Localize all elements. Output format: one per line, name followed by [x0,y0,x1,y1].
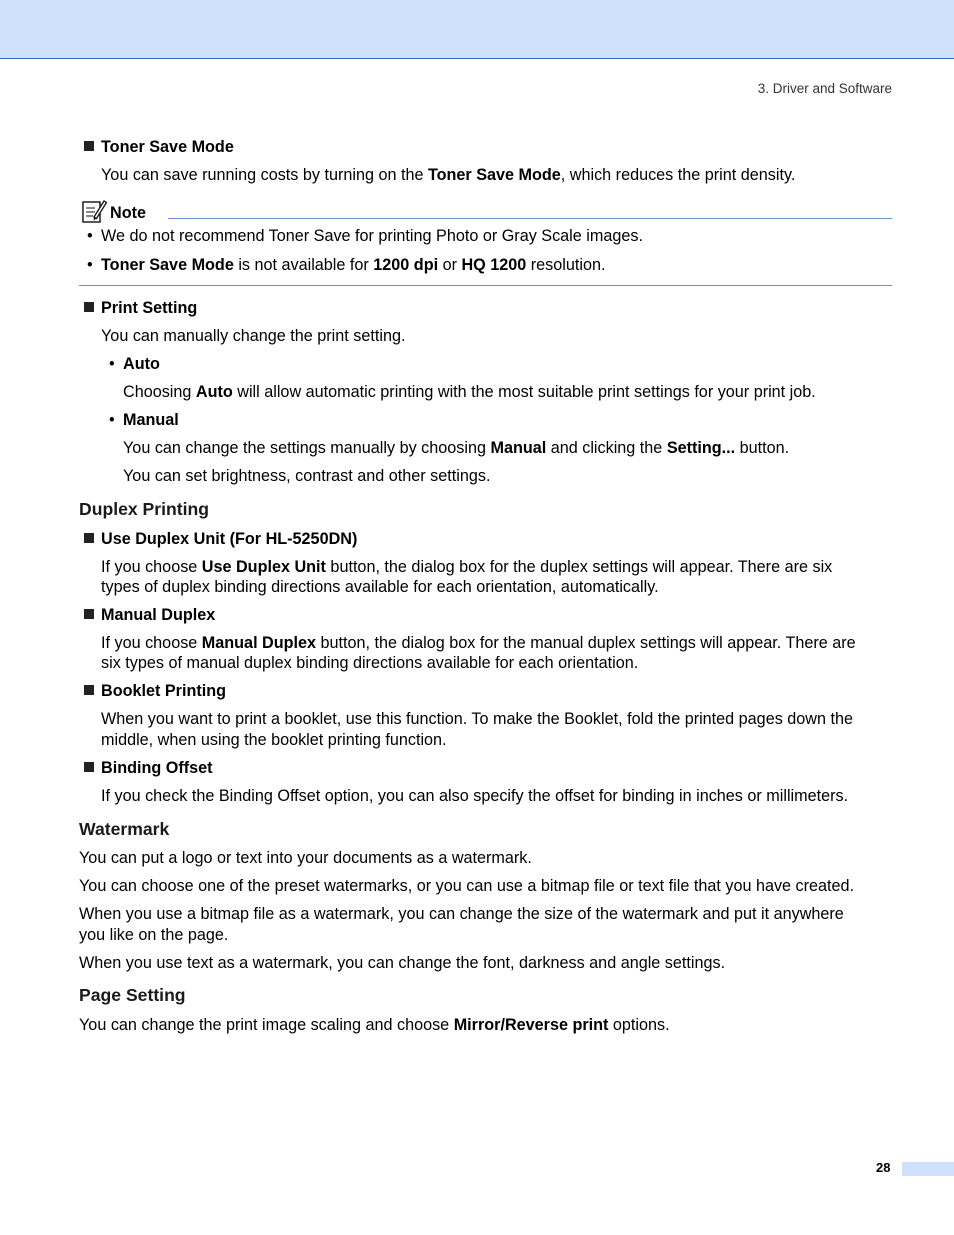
print-setting-intro: You can manually change the print setting. [101,327,406,345]
running-head: 3. Driver and Software [757,81,892,96]
page-number: 28 [876,1160,891,1175]
note-pencil-icon [81,198,107,224]
watermark-p3-line-2: you like on the page. [79,926,229,944]
print-setting-heading: Print Setting [84,298,197,319]
square-bullet-icon [84,762,94,772]
note-item-1: • We do not recommend Toner Save for printing Photo or Gray Scale images. [87,227,643,245]
manual-duplex-line-1: If you choose Manual Duplex button, the dialog box for the manual duplex settings will appear. There are [101,634,856,652]
watermark-p3-line-1: When you use a bitmap file as a watermark, you can change the size of the watermark and put it anywhere [79,905,844,923]
binding-offset-line-1: If you check the Binding Offset option, you can also specify the offset for binding in inches or millimeters. [101,787,849,805]
auto-description: Choosing Auto will allow automatic printing with the most suitable print settings for your print job. [123,383,816,401]
note-top-rule [168,218,892,219]
binding-offset-heading: Binding Offset [84,758,213,779]
square-bullet-icon [84,533,94,543]
use-duplex-unit-line-2: types of duplex binding directions available for each orientation, automatically. [101,578,659,596]
duplex-printing-heading: Duplex Printing [79,499,210,519]
page-setting-heading: Page Setting [79,985,186,1005]
use-duplex-unit-line-1: If you choose Use Duplex Unit button, the dialog box for the duplex settings will appear. There are six [101,558,833,576]
square-bullet-icon [84,609,94,619]
top-header-band [0,0,954,59]
square-bullet-icon [84,302,94,312]
footer-band [902,1162,954,1176]
note-bottom-rule [79,285,892,286]
booklet-line-2: middle, when using the booklet printing function. [101,731,447,749]
square-bullet-icon [84,685,94,695]
manual-duplex-line-2: six types of manual duplex binding directions available for each orientation. [101,654,639,672]
auto-label: • Auto [109,355,160,373]
page-setting-p1: You can change the print image scaling and choose Mirror/Reverse print options. [79,1016,670,1034]
manual-label: • Manual [109,411,179,429]
manual-description: You can change the settings manually by choosing Manual and clicking the Setting... button. [123,439,790,457]
watermark-p2: You can choose one of the preset watermarks, or you can use a bitmap file or text file that you have created. [79,877,855,895]
use-duplex-unit-heading: Use Duplex Unit (For HL-5250DN) [84,529,357,550]
watermark-p4: When you use text as a watermark, you can change the font, darkness and angle settings. [79,954,726,972]
square-bullet-icon [84,141,94,151]
note-label: Note [110,204,146,222]
booklet-line-1: When you want to print a booklet, use this function. To make the Booklet, fold the printed pages down the [101,710,853,728]
manual-duplex-heading: Manual Duplex [84,605,215,626]
manual-description-2: You can set brightness, contrast and other settings. [123,467,491,485]
watermark-p1: You can put a logo or text into your documents as a watermark. [79,849,532,867]
watermark-heading: Watermark [79,819,170,839]
toner-save-heading: Toner Save Mode [84,137,234,158]
note-item-2: • Toner Save Mode is not available for 1200 dpi or HQ 1200 resolution. [87,256,606,274]
booklet-printing-heading: Booklet Printing [84,681,226,702]
toner-save-text: You can save running costs by turning on the Toner Save Mode, which reduces the print density. [101,166,796,184]
